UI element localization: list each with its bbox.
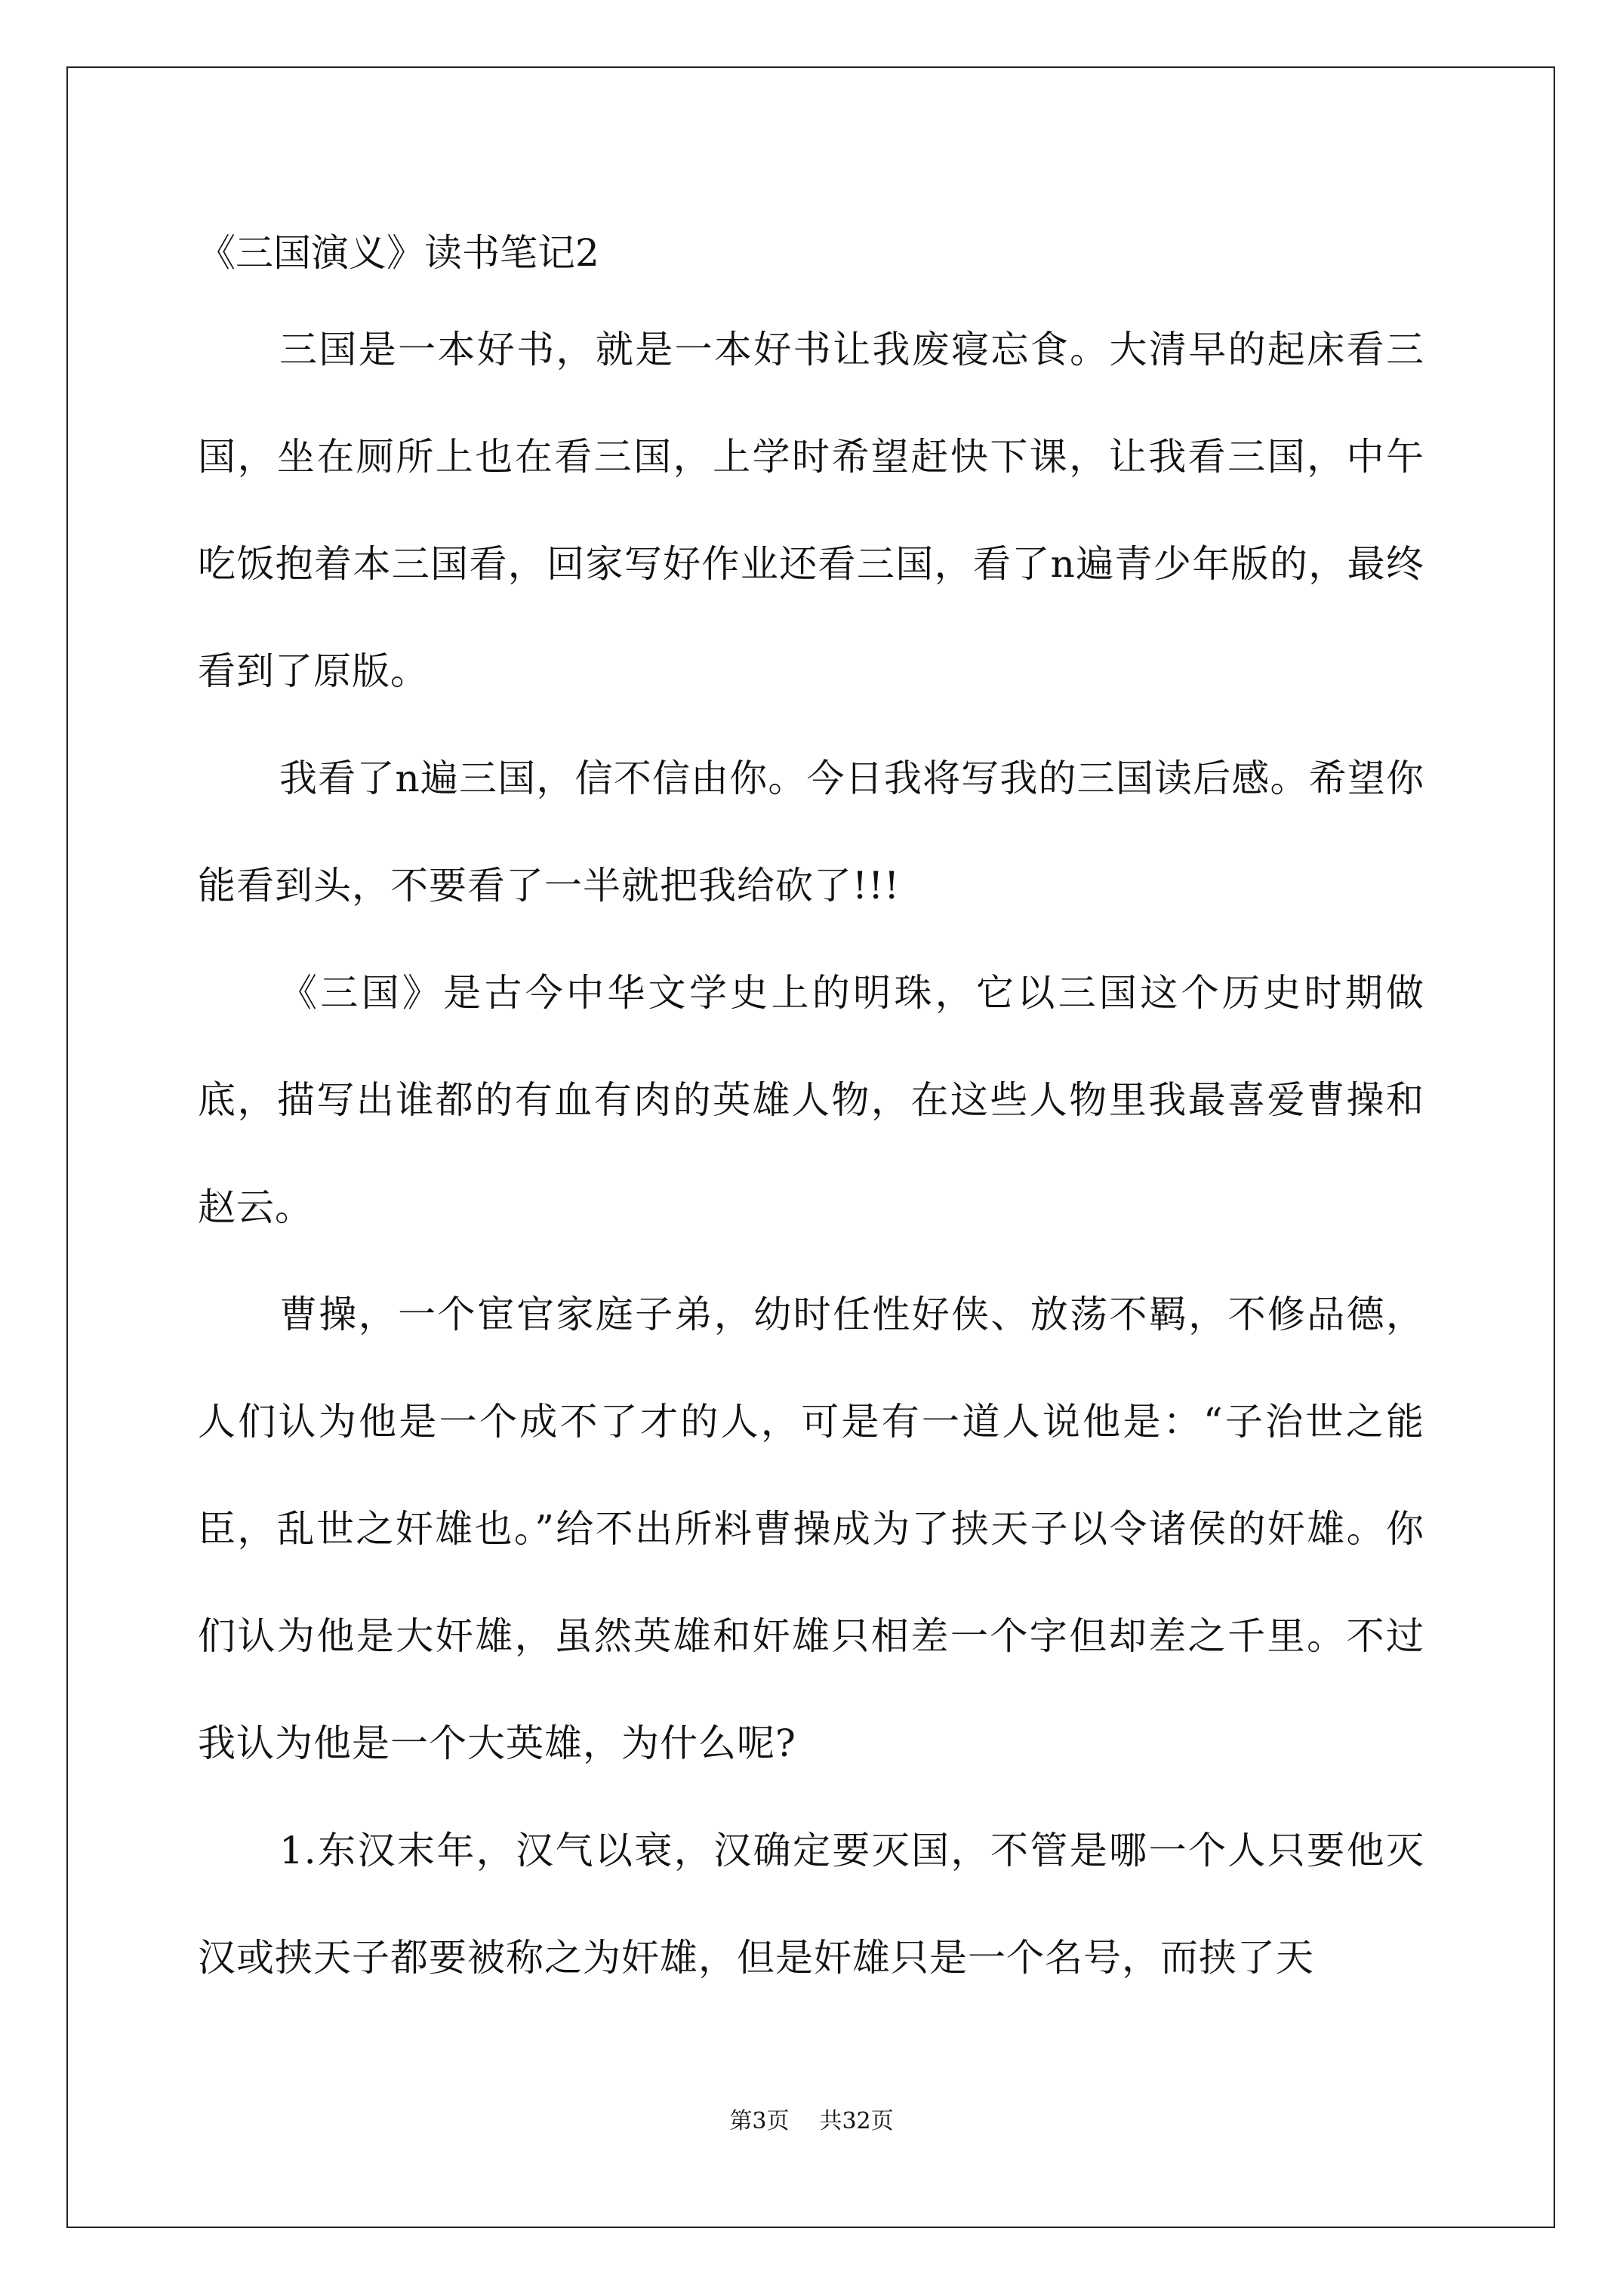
paragraph-2: 我看了n遍三国，信不信由你。今日我将写我的三国读后感。希望你能看到头，不要看了一半就把我给砍了!!! (198, 757, 1424, 908)
document-body (198, 210, 1424, 2011)
page-total: 共32页 (819, 2108, 894, 2134)
document-title: 《三国演义》读书笔记2 (198, 231, 599, 275)
paragraph-1: 三国是一本好书，就是一本好书让我废寝忘食。大清早的起床看三国，坐在厕所上也在看三国，上学时希望赶快下课，让我看三国，中午吃饭抱着本三国看，回家写好作业还看三国，看了n遍青少年版的，最终看到了原版。 (198, 328, 1424, 693)
paragraph-3: 《三国》是古今中华文学史上的明珠，它以三国这个历史时期做底，描写出谁都的有血有肉的英雄人物，在这些人物里我最喜爱曹操和赵云。 (198, 971, 1424, 1229)
paragraph-5: 1.东汉末年，汉气以衰，汉确定要灭国，不管是哪一个人只要他灭汉或挟天子都要被称之为奸雄，但是奸雄只是一个名号，而挟了天 (198, 1829, 1424, 1980)
page-number: 第3页 (729, 2108, 790, 2134)
paragraph-4: 曹操，一个宦官家庭子弟，幼时任性好侠、放荡不羁，不修品德，人们认为他是一个成不了才的人，可是有一道人说他是：“子治世之能臣，乱世之奸雄也。”给不出所料曹操成为了挟天子以令诸侯的奸雄。你们认为他是大奸雄，虽然英雄和奸雄只相差一个字但却差之千里。不过我认为他是一个大英雄，为什么呢? (198, 1293, 1424, 1765)
page-footer (0, 2106, 1623, 2137)
